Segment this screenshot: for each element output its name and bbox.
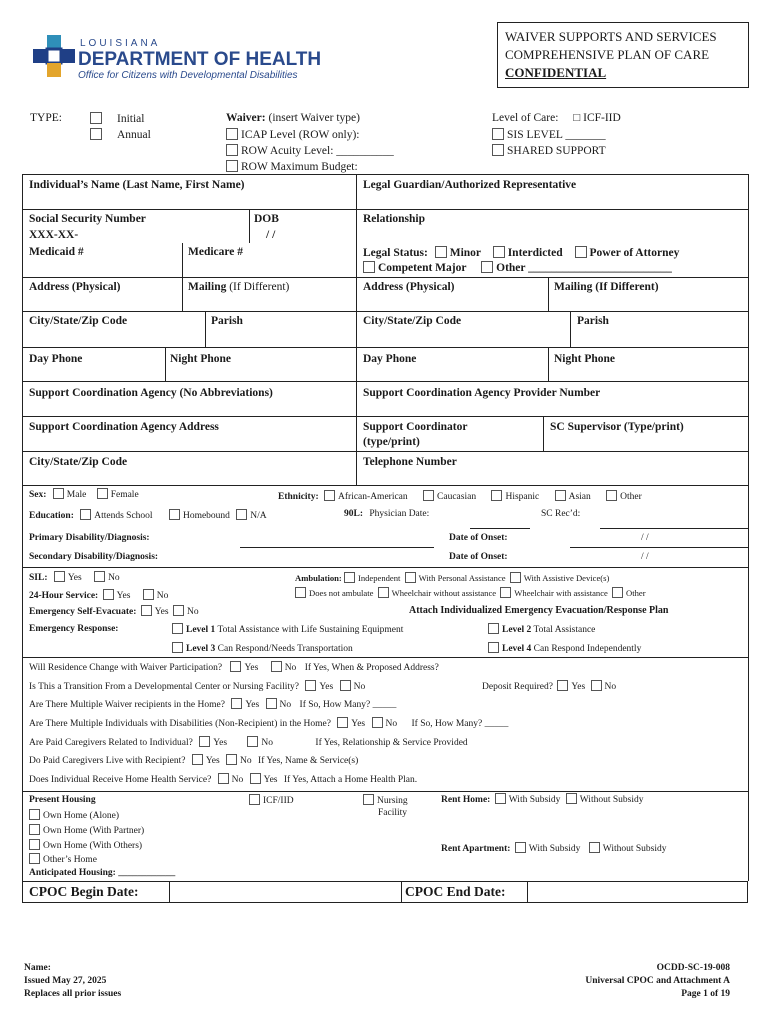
checkbox-evac-yes[interactable] bbox=[141, 605, 152, 616]
question-home-health: Does Individual Receive Home Health Service? No Yes If Yes, Attach a Home Health Plan. bbox=[29, 775, 418, 785]
checkbox[interactable] bbox=[226, 160, 238, 172]
housing-nursing[interactable]: Nursing bbox=[363, 794, 408, 806]
emergency-response-label: Emergency Response: bbox=[29, 624, 119, 634]
sca-provider-label: Support Coordination Agency Provider Number bbox=[363, 387, 601, 399]
checkbox-q4-no[interactable] bbox=[372, 717, 383, 728]
secondary-disability-label: Secondary Disability/Diagnosis: bbox=[29, 552, 159, 562]
address-physical-label-right: Address (Physical) bbox=[363, 281, 455, 293]
sca-label: Support Coordination Agency (No Abbreviations) bbox=[29, 387, 273, 399]
ssn-label: Social Security Number bbox=[29, 213, 146, 225]
checkbox-african[interactable] bbox=[324, 490, 335, 501]
deposit-required: Deposit Required? Yes No bbox=[482, 682, 617, 692]
secondary-onset-slashes: / / bbox=[641, 552, 649, 562]
question-caregivers-related: Are Paid Caregivers Related to Individual? Yes No If Yes, Relationship & Service Provided bbox=[29, 738, 468, 748]
checkbox-deposit-no[interactable] bbox=[591, 680, 602, 691]
relationship-label: Relationship bbox=[363, 213, 425, 225]
telephone-label: Telephone Number bbox=[363, 456, 457, 468]
checkbox-hispanic[interactable] bbox=[491, 490, 502, 501]
checkbox-deposit-yes[interactable] bbox=[557, 680, 568, 691]
checkbox-q1-no[interactable] bbox=[271, 661, 282, 672]
anticipated-housing: Anticipated Housing: ____________ bbox=[29, 868, 176, 878]
checkbox-with-personal[interactable] bbox=[405, 572, 416, 583]
housing-own-partner[interactable]: Own Home (With Partner) bbox=[29, 824, 144, 836]
question-multiple-individuals: Are There Multiple Individuals with Disabilities (Non-Recipient) in the Home? Yes No If So, How Many? _____ bbox=[29, 719, 509, 729]
checkbox-with-device[interactable] bbox=[510, 572, 521, 583]
checkbox-amb-other[interactable] bbox=[612, 587, 623, 598]
checkbox[interactable] bbox=[29, 824, 40, 835]
housing-icf[interactable]: ICF/IID bbox=[249, 794, 294, 806]
level-of-care: Level of Care: □ ICF-IID bbox=[492, 112, 621, 124]
90l-row: 90L: Physician Date: bbox=[344, 509, 430, 519]
housing-facility-label: Facility bbox=[378, 808, 408, 818]
checkbox-sil-yes[interactable] bbox=[54, 571, 65, 582]
cpoc-end-label: CPOC End Date: bbox=[405, 884, 506, 899]
footer-replaces: Replaces all prior issues bbox=[24, 989, 122, 999]
rent-home-row: Rent Home: With Subsidy Without Subsidy bbox=[441, 795, 644, 805]
org-top: LOUISIANA bbox=[80, 38, 161, 49]
checkbox-attends-school[interactable] bbox=[80, 509, 91, 520]
checkbox-rent-apt-with[interactable] bbox=[515, 842, 526, 853]
checkbox-rent-home-without[interactable] bbox=[566, 793, 577, 804]
mailing-label: Mailing (If Different) bbox=[188, 281, 290, 293]
title-box bbox=[497, 22, 749, 88]
support-coordinator-label: Support Coordinator bbox=[363, 421, 468, 433]
checkbox-24h-yes[interactable] bbox=[103, 589, 114, 600]
question-transition: Is This a Transition From a Developmental Center or Nursing Facility? Yes No bbox=[29, 682, 366, 692]
checkbox-q5-yes[interactable] bbox=[199, 736, 210, 747]
individual-name-label: Individual’s Name (Last Name, First Name) bbox=[29, 179, 245, 191]
checkbox-asian[interactable] bbox=[555, 490, 566, 501]
primary-onset-slashes: / / bbox=[641, 533, 649, 543]
question-multiple-waiver: Are There Multiple Waiver recipients in the Home? Yes No If So, How Many? _____ bbox=[29, 700, 397, 710]
self-evac-row: Emergency Self-Evacuate: Yes No bbox=[29, 607, 199, 617]
mailing-label-right: Mailing (If Different) bbox=[554, 281, 659, 293]
org-sub: Office for Citizens with Developmental Disabilities bbox=[78, 70, 298, 81]
checkbox[interactable] bbox=[29, 853, 40, 864]
shared-support-option[interactable]: SHARED SUPPORT bbox=[492, 144, 606, 157]
level1-option[interactable]: Level 1 Total Assistance with Life Sustaining Equipment bbox=[172, 623, 403, 635]
checkbox-q7-no[interactable] bbox=[218, 773, 229, 784]
city2-label: City/State/Zip Code bbox=[29, 456, 128, 468]
checkbox-na[interactable] bbox=[236, 509, 247, 520]
checkbox-homebound[interactable] bbox=[169, 509, 180, 520]
legal-status-2: Competent Major Other _________________________ bbox=[363, 261, 672, 274]
primary-disability-label: Primary Disability/Diagnosis: bbox=[29, 533, 150, 543]
secondary-onset-label: Date of Onset: bbox=[449, 552, 508, 562]
level4-option[interactable]: Level 4 Can Respond Independently bbox=[488, 642, 641, 654]
cpoc-begin-label: CPOC Begin Date: bbox=[29, 884, 139, 899]
parish-label-right: Parish bbox=[577, 315, 609, 327]
checkbox[interactable] bbox=[226, 128, 238, 140]
checkbox-q4-yes[interactable] bbox=[337, 717, 348, 728]
checkbox-minor[interactable] bbox=[435, 246, 447, 258]
checkbox-independent[interactable] bbox=[344, 572, 355, 583]
checkbox-wc-with[interactable] bbox=[500, 587, 511, 598]
ethnicity-row: Ethnicity: African-American Caucasian Hispanic Asian Other bbox=[278, 492, 642, 502]
checkbox[interactable] bbox=[492, 128, 504, 140]
title-line-1: WAIVER SUPPORTS AND SERVICES bbox=[505, 29, 717, 44]
address-physical-label: Address (Physical) bbox=[29, 281, 121, 293]
level2-option[interactable]: Level 2 Total Assistance bbox=[488, 623, 595, 635]
waiver-line: Waiver: (insert Waiver type) bbox=[226, 112, 360, 124]
checkbox-poa[interactable] bbox=[575, 246, 587, 258]
checkbox-female[interactable] bbox=[97, 488, 108, 499]
dob-label: DOB bbox=[254, 213, 279, 225]
checkbox[interactable] bbox=[29, 809, 40, 820]
checkbox-male[interactable] bbox=[53, 488, 64, 499]
present-housing-label: Present Housing bbox=[29, 795, 96, 805]
checkbox[interactable] bbox=[249, 794, 260, 805]
housing-others-home[interactable]: Other’s Home bbox=[29, 853, 97, 865]
ambulation-row: Ambulation: Independent With Personal Assistance With Assistive Device(s) bbox=[295, 573, 610, 583]
checkbox-q6-no[interactable] bbox=[226, 754, 237, 765]
type-annual[interactable]: Annual bbox=[90, 128, 151, 141]
checkbox-interdicted[interactable] bbox=[493, 246, 505, 258]
checkbox[interactable] bbox=[492, 144, 504, 156]
checkbox[interactable] bbox=[172, 623, 183, 634]
sex-row: Sex: Male Female bbox=[29, 490, 139, 500]
legal-status: Legal Status: Minor Interdicted Power of Attorney bbox=[363, 247, 680, 259]
sc-recd: SC Rec’d: bbox=[541, 509, 581, 519]
checkbox-q1-yes[interactable] bbox=[230, 661, 241, 672]
footer-page: Page 1 of 19 bbox=[681, 989, 730, 999]
medicaid-label: Medicaid # bbox=[29, 246, 84, 258]
checkbox-sil-no[interactable] bbox=[94, 571, 105, 582]
checkbox-ethnicity-other[interactable] bbox=[606, 490, 617, 501]
attach-plan-label: Attach Individualized Emergency Evacuation/Response Plan bbox=[409, 605, 669, 616]
ambulation-row-2: Does not ambulate Wheelchair without assistance Wheelchair with assistance Other bbox=[295, 587, 646, 598]
city-label-right: City/State/Zip Code bbox=[363, 315, 462, 327]
checkbox-not-ambulate[interactable] bbox=[295, 587, 306, 598]
checkbox[interactable] bbox=[29, 839, 40, 850]
support-coordinator-hint: (type/print) bbox=[363, 436, 420, 448]
level3-option[interactable]: Level 3 Can Respond/Needs Transportation bbox=[172, 642, 353, 654]
checkbox-q3-yes[interactable] bbox=[231, 698, 242, 709]
day-phone-label: Day Phone bbox=[29, 353, 83, 365]
title-line-3: CONFIDENTIAL bbox=[505, 65, 607, 80]
city-label: City/State/Zip Code bbox=[29, 315, 128, 327]
checkbox-q3-no[interactable] bbox=[266, 698, 277, 709]
checkbox-evac-no[interactable] bbox=[173, 605, 184, 616]
medicare-label: Medicare # bbox=[188, 246, 244, 258]
sc-supervisor-label: SC Supervisor (Type/print) bbox=[550, 421, 684, 433]
education-row: Education: Attends School Homebound N/A bbox=[29, 511, 267, 521]
footer-attachment: Universal CPOC and Attachment A bbox=[585, 976, 730, 986]
title-line-2: COMPREHENSIVE PLAN OF CARE bbox=[505, 47, 710, 62]
logo-icon bbox=[33, 35, 75, 77]
checkbox[interactable] bbox=[172, 642, 183, 653]
footer-code: OCDD-SC-19-008 bbox=[656, 963, 730, 973]
rent-apt-row: Rent Apartment: With Subsidy Without Subsidy bbox=[441, 844, 667, 854]
guardian-label: Legal Guardian/Authorized Representative bbox=[363, 179, 577, 191]
org-main: DEPARTMENT OF HEALTH bbox=[78, 49, 322, 70]
day-phone-label-right: Day Phone bbox=[363, 353, 417, 365]
checkbox-q5-no[interactable] bbox=[247, 736, 258, 747]
checkbox[interactable] bbox=[90, 112, 102, 124]
icap-option[interactable]: ICAP Level (ROW only): bbox=[226, 128, 360, 141]
checkbox-q7-yes[interactable] bbox=[250, 773, 261, 784]
checkbox-other[interactable] bbox=[481, 261, 493, 273]
row-acuity-option[interactable]: ROW Acuity Level: __________ bbox=[226, 144, 394, 157]
footer-issued: Issued May 27, 2025 bbox=[24, 976, 107, 986]
sca-address-label: Support Coordination Agency Address bbox=[29, 421, 219, 433]
type-initial[interactable]: Initial bbox=[90, 112, 144, 125]
checkbox-wc-without[interactable] bbox=[378, 587, 389, 598]
checkbox-competent[interactable] bbox=[363, 261, 375, 273]
checkbox[interactable] bbox=[226, 144, 238, 156]
checkbox[interactable] bbox=[363, 794, 374, 805]
housing-own-alone[interactable]: Own Home (Alone) bbox=[29, 809, 119, 821]
type-label: TYPE: bbox=[30, 112, 62, 124]
dob-value: / / bbox=[266, 229, 276, 241]
checkbox-q2-yes[interactable] bbox=[305, 680, 316, 691]
checkbox[interactable] bbox=[488, 623, 499, 634]
service24-row: 24-Hour Service: Yes No bbox=[29, 591, 169, 601]
sil-row: SIL: Yes No bbox=[29, 573, 120, 583]
night-phone-label: Night Phone bbox=[170, 353, 232, 365]
sis-option[interactable]: SIS LEVEL _______ bbox=[492, 128, 606, 141]
checkbox-rent-apt-without[interactable] bbox=[589, 842, 600, 853]
checkbox-rent-home-with[interactable] bbox=[495, 793, 506, 804]
night-phone-label-right: Night Phone bbox=[554, 353, 616, 365]
ssn-value: XXX-XX- bbox=[29, 229, 79, 241]
checkbox-caucasian[interactable] bbox=[423, 490, 434, 501]
checkbox-q2-no[interactable] bbox=[340, 680, 351, 691]
checkbox-q6-yes[interactable] bbox=[192, 754, 203, 765]
checkbox[interactable] bbox=[90, 128, 102, 140]
checkbox[interactable] bbox=[488, 642, 499, 653]
primary-onset-label: Date of Onset: bbox=[449, 533, 508, 543]
footer-name: Name: bbox=[24, 963, 51, 973]
question-residence-change: Will Residence Change with Waiver Participation? Yes No If Yes, When & Proposed Address? bbox=[29, 663, 439, 673]
checkbox-24h-no[interactable] bbox=[143, 589, 154, 600]
row-budget-option[interactable]: ROW Maximum Budget: bbox=[226, 160, 358, 173]
parish-label: Parish bbox=[211, 315, 243, 327]
question-caregivers-live: Do Paid Caregivers Live with Recipient? Yes No If Yes, Name & Service(s) bbox=[29, 756, 359, 766]
housing-own-others[interactable]: Own Home (With Others) bbox=[29, 839, 142, 851]
